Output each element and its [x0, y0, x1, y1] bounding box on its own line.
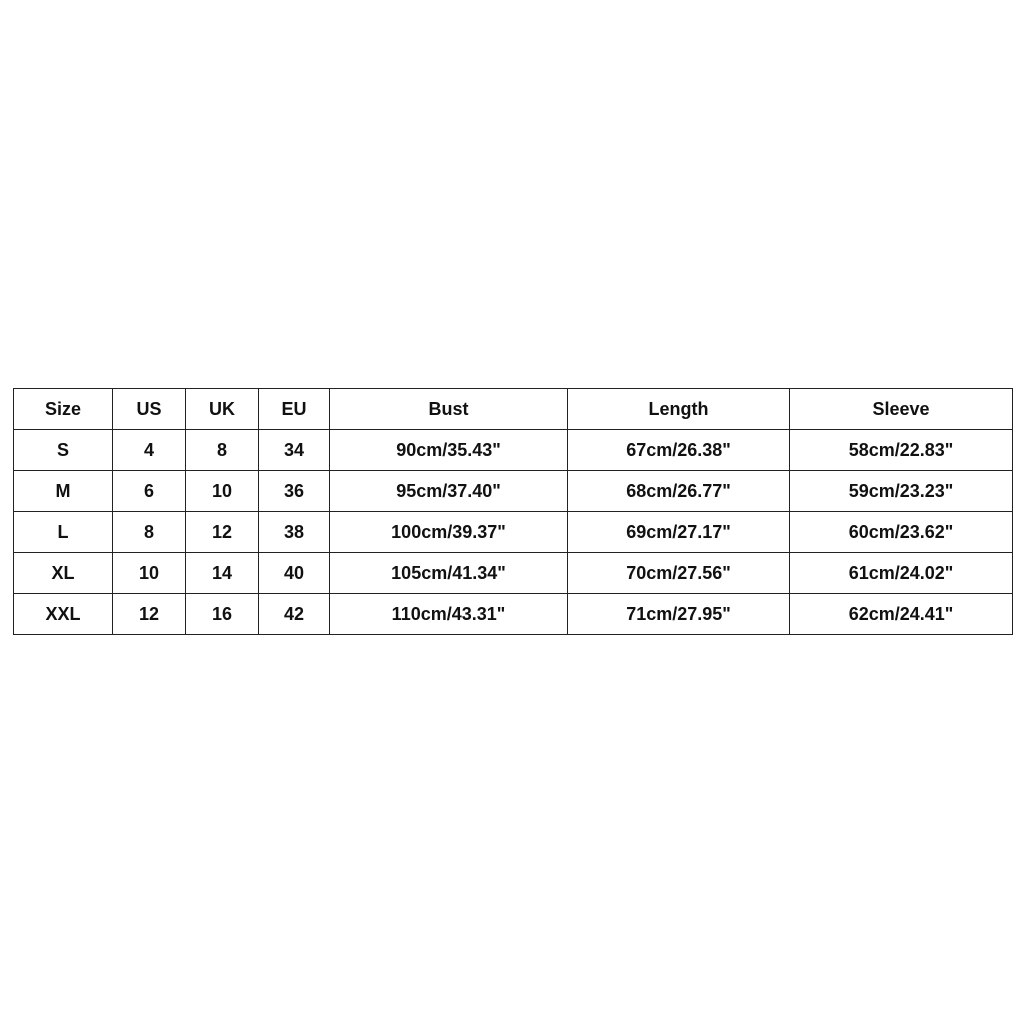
cell-size: XXL	[14, 594, 113, 635]
cell-length: 70cm/27.56"	[568, 553, 790, 594]
column-header-bust: Bust	[330, 389, 568, 430]
cell-length: 68cm/26.77"	[568, 471, 790, 512]
cell-size: XL	[14, 553, 113, 594]
table-row	[14, 512, 1013, 553]
cell-us: 4	[113, 430, 186, 471]
cell-eu: 38	[259, 512, 330, 553]
cell-length: 71cm/27.95"	[568, 594, 790, 635]
cell-us: 12	[113, 594, 186, 635]
column-header-length: Length	[568, 389, 790, 430]
cell-bust: 100cm/39.37"	[330, 512, 568, 553]
cell-length: 69cm/27.17"	[568, 512, 790, 553]
column-header-size: Size	[14, 389, 113, 430]
cell-sleeve: 61cm/24.02"	[790, 553, 1013, 594]
cell-uk: 12	[186, 512, 259, 553]
table-header-row	[14, 389, 1013, 430]
cell-uk: 16	[186, 594, 259, 635]
column-header-eu: EU	[259, 389, 330, 430]
cell-bust: 90cm/35.43"	[330, 430, 568, 471]
table-row	[14, 430, 1013, 471]
cell-length: 67cm/26.38"	[568, 430, 790, 471]
cell-sleeve: 62cm/24.41"	[790, 594, 1013, 635]
cell-size: S	[14, 430, 113, 471]
cell-eu: 34	[259, 430, 330, 471]
table-row	[14, 471, 1013, 512]
cell-us: 10	[113, 553, 186, 594]
column-header-us: US	[113, 389, 186, 430]
cell-sleeve: 59cm/23.23"	[790, 471, 1013, 512]
cell-bust: 95cm/37.40"	[330, 471, 568, 512]
table-row	[14, 594, 1013, 635]
column-header-uk: UK	[186, 389, 259, 430]
cell-size: L	[14, 512, 113, 553]
cell-eu: 40	[259, 553, 330, 594]
cell-us: 8	[113, 512, 186, 553]
cell-eu: 36	[259, 471, 330, 512]
column-header-sleeve: Sleeve	[790, 389, 1013, 430]
cell-sleeve: 60cm/23.62"	[790, 512, 1013, 553]
cell-uk: 8	[186, 430, 259, 471]
cell-bust: 110cm/43.31"	[330, 594, 568, 635]
cell-us: 6	[113, 471, 186, 512]
cell-eu: 42	[259, 594, 330, 635]
size-chart-table	[13, 388, 1013, 635]
cell-sleeve: 58cm/22.83"	[790, 430, 1013, 471]
cell-bust: 105cm/41.34"	[330, 553, 568, 594]
cell-uk: 10	[186, 471, 259, 512]
cell-size: M	[14, 471, 113, 512]
table-row	[14, 553, 1013, 594]
cell-uk: 14	[186, 553, 259, 594]
